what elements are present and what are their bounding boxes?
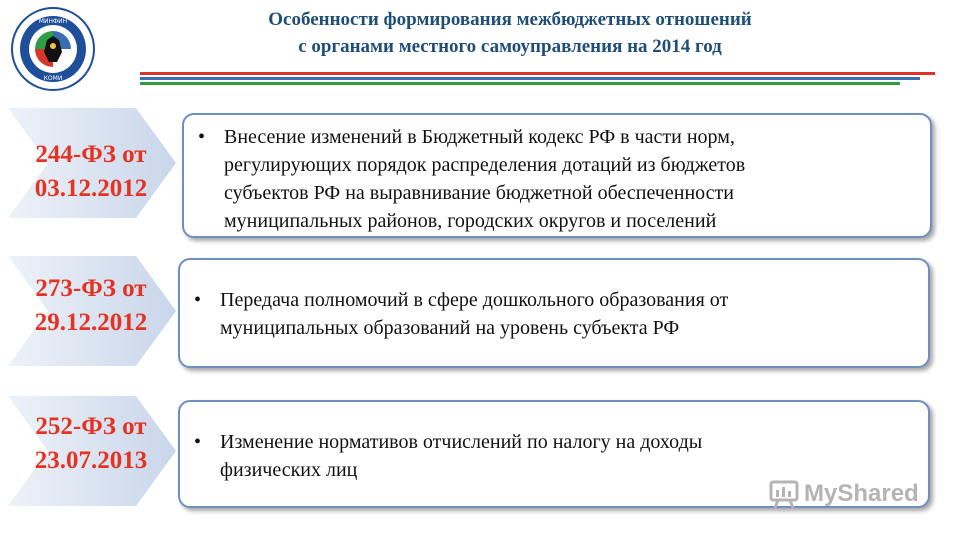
- law-date: 23.07.2013: [34, 447, 148, 474]
- law-number: 273-ФЗ от: [35, 275, 147, 302]
- title-line-1: Особенности формирования межбюджетных отношений: [268, 9, 752, 30]
- page-title: [200, 6, 820, 60]
- law-number: 252-ФЗ от: [35, 413, 147, 440]
- law-label-1: [12, 138, 170, 206]
- presentation-board-icon: [768, 478, 800, 510]
- stripe-red: [140, 72, 935, 75]
- svg-text:КОМИ: КОМИ: [43, 75, 63, 82]
- law-label-3: [12, 410, 170, 478]
- bullet-icon: •: [194, 289, 202, 311]
- law-number: 244-ФЗ от: [35, 141, 147, 168]
- law-date: 29.12.2012: [34, 309, 148, 336]
- text-line: Изменение нормативов отчислений по налогу на доходы: [220, 431, 703, 453]
- stripe-blue: [140, 77, 920, 80]
- text-line: Передача полномочий в сфере дошкольного образования от: [220, 289, 729, 311]
- text-line: физических лиц: [220, 459, 358, 481]
- bullet-content: [220, 428, 702, 484]
- myshared-watermark: [768, 476, 919, 512]
- bullet-content: [224, 123, 745, 235]
- description-box-2: [178, 258, 930, 368]
- bullet-item: [198, 123, 920, 235]
- text-line: субъектов РФ на выравнивание бюджетной обеспеченности: [224, 182, 734, 204]
- title-line-2: с органами местного самоуправления на 2014 год: [298, 36, 722, 57]
- bullet-content: [220, 286, 728, 342]
- bullet-item: [194, 286, 918, 342]
- law-label-2: [12, 272, 170, 340]
- text-line: регулирующих порядок распределения дотаций из бюджетов: [224, 154, 746, 176]
- bullet-icon: •: [198, 126, 206, 148]
- text-line: муниципальных районов, городских округов и поселений: [224, 210, 717, 232]
- stripe-green: [140, 82, 900, 85]
- text-line: муниципальных образований на уровень субъекта РФ: [220, 317, 680, 339]
- header-stripes: [140, 72, 935, 86]
- law-date: 03.12.2012: [34, 175, 148, 202]
- ministry-emblem-logo: [10, 6, 96, 92]
- description-box-1: [182, 113, 932, 238]
- bullet-icon: •: [194, 431, 202, 453]
- svg-text:МИНФИН: МИНФИН: [38, 18, 68, 25]
- text-line: Внесение изменений в Бюджетный кодекс РФ в части норм,: [224, 126, 735, 148]
- watermark-text: MyShared: [804, 480, 919, 507]
